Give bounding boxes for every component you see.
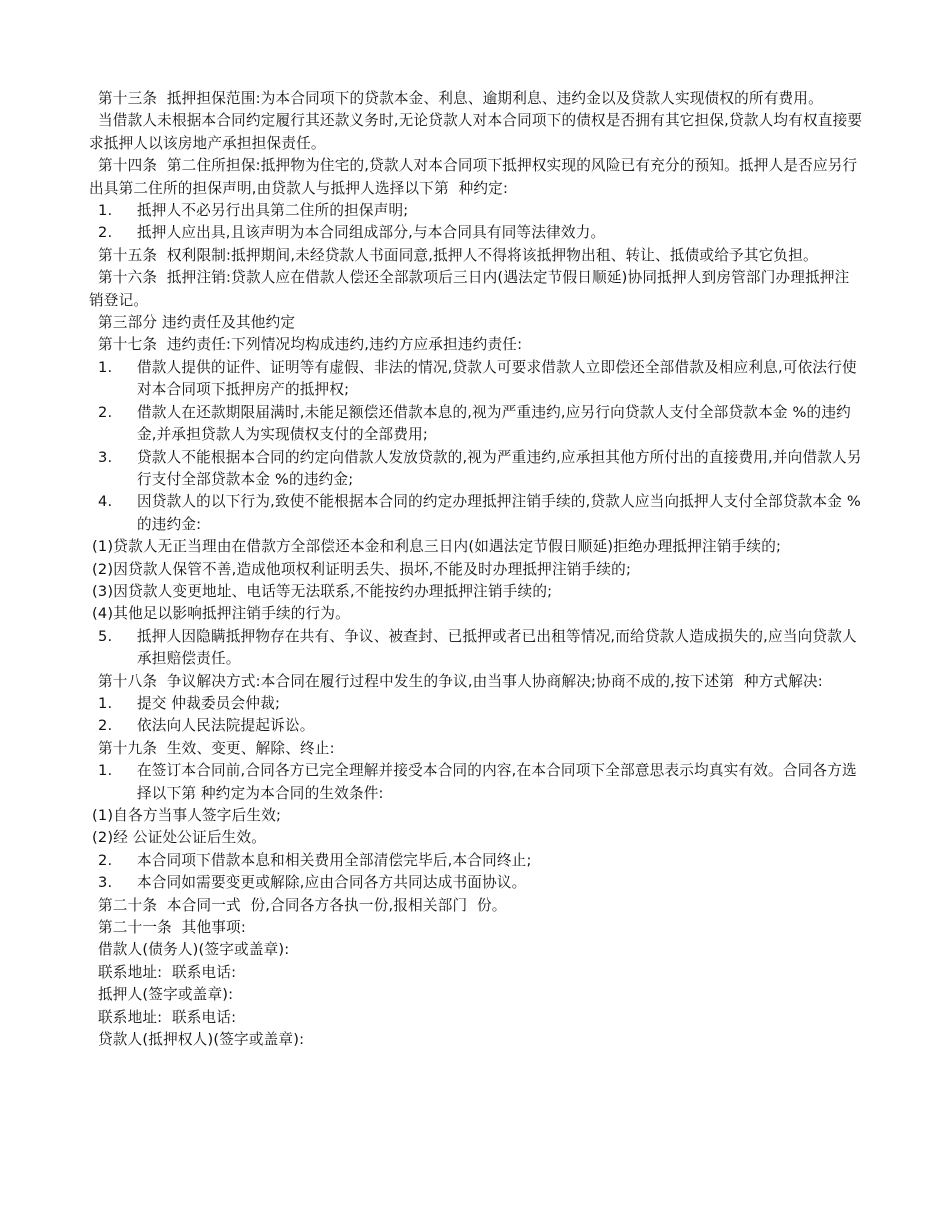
sub-item: (1)贷款人无正当理由在借款方全部偿还本金和利息三日内(如遇法定节假日顺延)拒绝办理抵押注销手续的; bbox=[92, 538, 782, 556]
article-19: 第十九条 生效、变更、解除、终止: bbox=[98, 739, 335, 757]
sub-item: (4)其他足以影响抵押注销手续的行为。 bbox=[92, 605, 350, 623]
guarantee-paragraph: 当借款人未根据本合同约定履行其还款义务时,无论贷款人对本合同项下的债权是否拥有其它担保,贷款人均有权直接要求抵押人以该房地产承担担保责任。 bbox=[89, 112, 863, 152]
sub-item: (3)因贷款人变更地址、电话等无法联系,不能按约办理抵押注销手续的; bbox=[92, 582, 553, 600]
list-item: 3. 贷款人不能根据本合同的约定向借款人发放贷款的,视为严重违约,应承担其他方所付出的直接费用,并向借款人另行支付全部贷款本金 %的违约金; bbox=[98, 448, 862, 488]
article-21: 第二十一条 其他事项: bbox=[98, 919, 246, 937]
article-15: 第十五条 权利限制:抵押期间,未经贷款人书面同意,抵押人不得将该抵押物出租、转让、抵债或给予其它负担。 bbox=[98, 246, 818, 264]
part-3-heading: 第三部分 违约责任及其他约定 bbox=[98, 314, 296, 332]
mortgagor-contact-line: 联系地址: 联系电话: bbox=[98, 1008, 237, 1026]
article-16: 第十六条 抵押注销:贷款人应在借款人偿还全部款项后三日内(遇法定节假日顺延)协同抵押人到房管部门办理抵押注销登记。 bbox=[89, 269, 850, 309]
list-item: 1. 在签订本合同前,合同各方已完全理解并接受本合同的内容,在本合同项下全部意思表示均真实有效。合同各方选择以下第 种约定为本合同的生效条件: bbox=[98, 762, 857, 802]
list-item: 2. 借款人在还款期限届满时,未能足额偿还借款本息的,视为严重违约,应另行向贷款人支付全部贷款本金 %的违约金,并承担贷款人为实现债权支付的全部费用; bbox=[98, 403, 851, 444]
list-item: 3. 本合同如需要变更或解除,应由合同各方共同达成书面协议。 bbox=[98, 874, 527, 892]
sub-item: (1)自各方当事人签字后生效; bbox=[92, 807, 282, 824]
list-item: 2. 本合同项下借款本息和相关费用全部清偿完毕后,本合同终止; bbox=[98, 851, 532, 869]
lender-signature-line: 贷款人(抵押权人)(签字或盖章): bbox=[98, 1031, 305, 1049]
list-item: 1. 借款人提供的证件、证明等有虚假、非法的情况,贷款人可要求借款人立即偿还全部借款及相应利息,可依法行使对本合同项下抵押房产的抵押权; bbox=[98, 358, 857, 399]
borrower-contact-line: 联系地址: 联系电话: bbox=[98, 963, 237, 981]
sub-item: (2)经 公证处公证后生效。 bbox=[92, 829, 267, 847]
list-item: 4. 因贷款人的以下行为,致使不能根据本合同的约定办理抵押注销手续的,贷款人应当向抵押人支付全部贷款本金 %的违约金: bbox=[98, 493, 861, 533]
mortgagor-signature-line: 抵押人(签字或盖章): bbox=[98, 986, 234, 1004]
list-item: 2. 依法向人民法院提起诉讼。 bbox=[98, 717, 315, 735]
borrower-signature-line: 借款人(债务人)(签字或盖章): bbox=[98, 941, 290, 959]
list-item: 1. 提交 仲裁委员会仲裁; bbox=[98, 694, 281, 712]
list-item: 1. 抵押人不必另行出具第二住所的担保声明; bbox=[98, 202, 409, 220]
sub-item: (2)因贷款人保管不善,造成他项权利证明丢失、损坏,不能及时办理抵押注销手续的; bbox=[92, 560, 632, 578]
article-13: 第十三条 抵押担保范围:为本合同项下的贷款本金、利息、逾期利息、违约金以及贷款人实现债权的所有费用。 bbox=[98, 90, 823, 107]
article-17: 第十七条 违约责任:下列情况均构成违约,违约方应承担违约责任: bbox=[98, 336, 523, 354]
article-20: 第二十条 本合同一式 份,合同各方各执一份,报相关部门 份。 bbox=[98, 896, 507, 914]
contract-document bbox=[89, 88, 864, 1051]
list-item: 5. 抵押人因隐瞒抵押物存在共有、争议、被查封、已抵押或者已出租等情况,而给贷款人造成损失的,应当向贷款人承担赔偿责任。 bbox=[98, 627, 857, 668]
article-18: 第十八条 争议解决方式:本合同在履行过程中发生的争议,由当事人协商解决;协商不成的,按下述第 种方式解决: bbox=[98, 672, 823, 690]
list-item: 2. 抵押人应出具,且该声明为本合同组成部分,与本合同具有同等法律效力。 bbox=[98, 224, 606, 242]
article-14: 第十四条 第二住所担保:抵押物为住宅的,贷款人对本合同项下抵押权实现的风险已有充分的预知。抵押人是否应另行出具第二住所的担保声明,由贷款人与抵押人选择以下第 种约定: bbox=[89, 157, 858, 197]
